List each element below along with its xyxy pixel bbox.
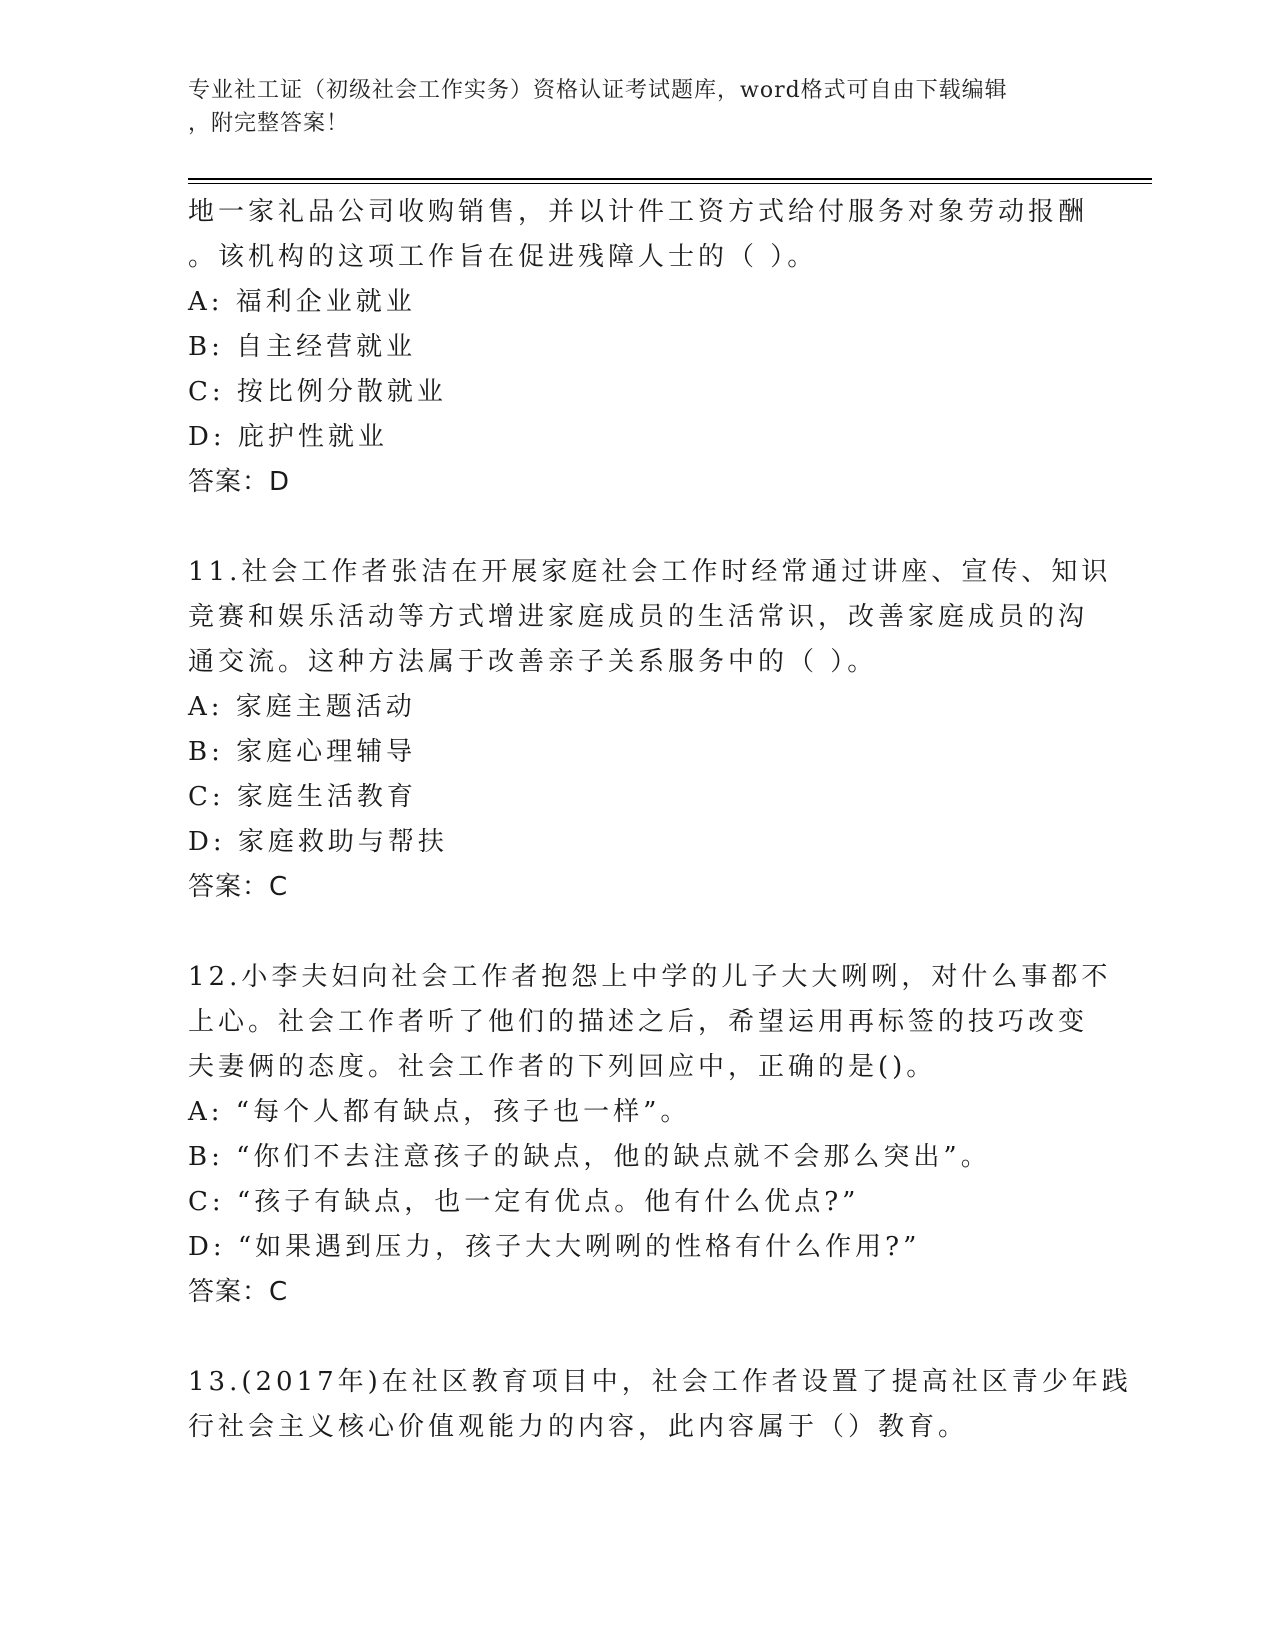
question-13-line-1: 13.(2017年)在社区教育项目中，社会工作者设置了提高社区青少年践 (188, 1367, 1132, 1397)
question-12-line-2: 上心。社会工作者听了他们的描述之后，希望运用再标签的技巧改变 (188, 1007, 1089, 1037)
page-header (188, 74, 1068, 140)
question-12-line-3: 夫妻俩的态度。社会工作者的下列回应中，正确的是()。 (188, 1052, 937, 1082)
question-11-line-1: 11.社会工作者张洁在开展家庭社会工作时经常通过讲座、宣传、知识 (188, 557, 1112, 587)
header-rule-thin (188, 183, 1152, 184)
question-11-option-a: A: 家庭主题活动 (188, 692, 416, 722)
question-13-line-2: 行社会主义核心价值观能力的内容，此内容属于（）教育。 (188, 1412, 969, 1442)
question-12-line-1: 12.小李夫妇向社会工作者抱怨上中学的儿子大大咧咧，对什么事都不 (188, 962, 1112, 992)
question-11-line-2: 竞赛和娱乐活动等方式增进家庭成员的生活常识，改善家庭成员的沟 (188, 602, 1089, 632)
question-13 (188, 1360, 1132, 1450)
question-12-option-c: C: “孩子有缺点，也一定有优点。他有什么优点?” (188, 1187, 860, 1217)
question-10-line-2: 。该机构的这项工作旨在促进残障人士的（ ）。 (188, 242, 818, 272)
question-10-option-a: A: 福利企业就业 (188, 287, 416, 317)
question-10-answer: 答案：D (188, 467, 291, 497)
question-10-option-c: C: 按比例分散就业 (188, 377, 447, 407)
question-10-line-1: 地一家礼品公司收购销售，并以计件工资方式给付服务对象劳动报酬 (188, 197, 1089, 227)
question-12-option-a: A: “每个人都有缺点，孩子也一样”。 (188, 1097, 691, 1127)
header-rule-thick (188, 178, 1152, 180)
question-content (188, 190, 1132, 1450)
header-line-2: ，附完整答案！ (188, 111, 350, 136)
question-12-option-d: D: “如果遇到压力，孩子大大咧咧的性格有什么作用?” (188, 1232, 921, 1262)
question-10-option-b: B: 自主经营就业 (188, 332, 417, 362)
question-11 (188, 550, 1112, 910)
question-11-option-c: C: 家庭生活教育 (188, 782, 417, 812)
question-10-option-d: D: 庇护性就业 (188, 422, 388, 452)
question-10 (188, 190, 1088, 505)
question-12-answer: 答案：C (188, 1277, 289, 1307)
question-11-option-b: B: 家庭心理辅导 (188, 737, 417, 767)
header-line-1: 专业社工证（初级社会工作实务）资格认证考试题库，word格式可自由下载编辑 (188, 78, 1008, 103)
question-11-option-d: D: 家庭救助与帮扶 (188, 827, 448, 857)
question-12 (188, 955, 1112, 1315)
question-11-line-3: 通交流。这种方法属于改善亲子关系服务中的（ ）。 (188, 647, 878, 677)
question-12-option-b: B: “你们不去注意孩子的缺点，他的缺点就不会那么突出”。 (188, 1142, 991, 1172)
question-11-answer: 答案：C (188, 872, 289, 902)
